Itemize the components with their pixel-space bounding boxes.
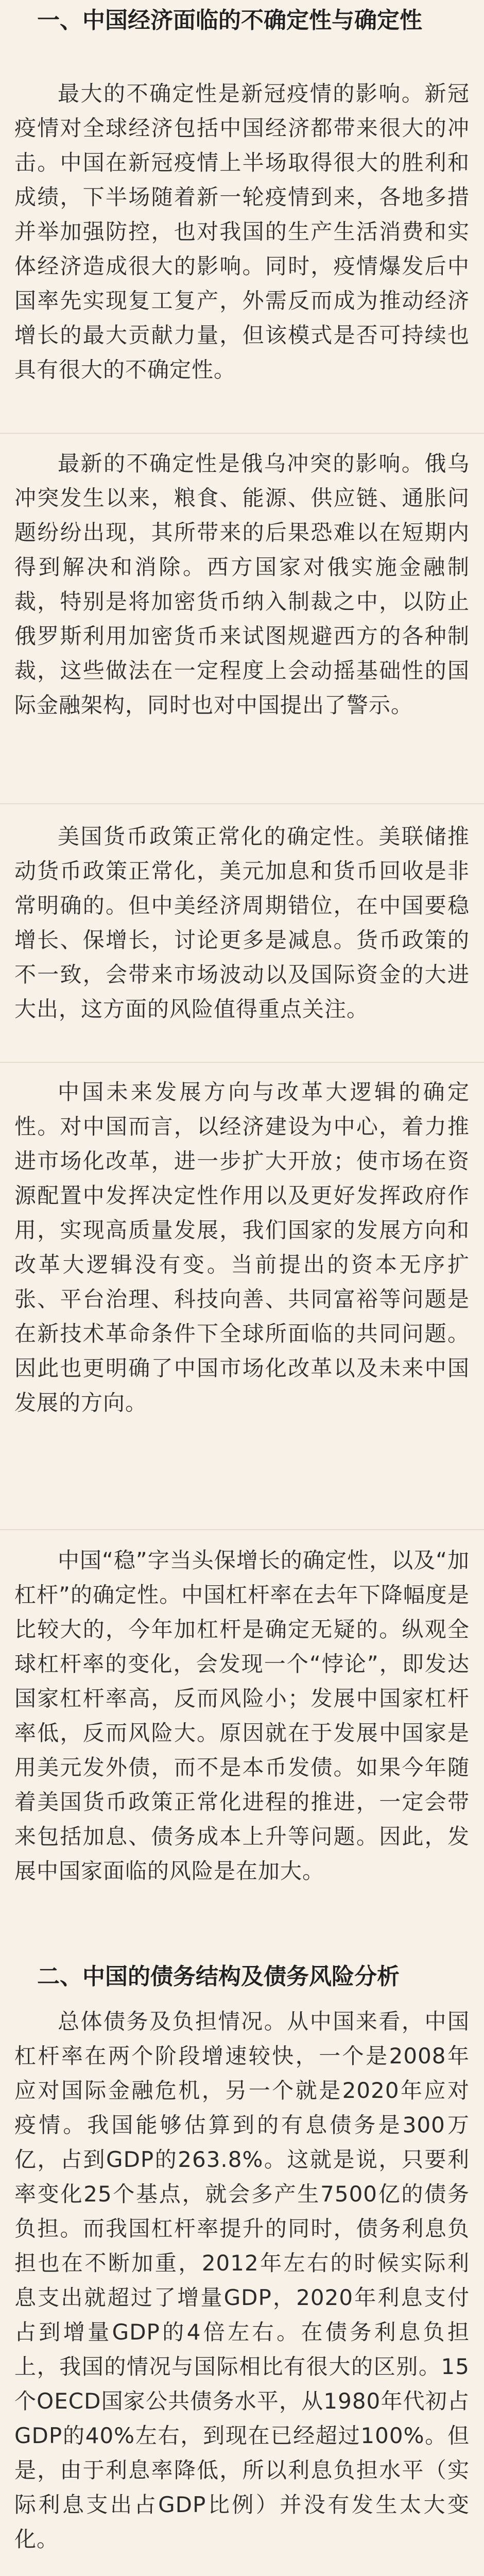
- paragraph-divider: [0, 1529, 484, 1530]
- section2-title: 二、中国的债务结构及债务风险分析: [37, 1963, 400, 1990]
- section1-paragraph-2: 最新的不确定性是俄乌冲突的影响。俄乌冲突发生以来，粮食、能源、供应链、通胀问题纷纷出现，其所带来的后果恐难以在短期内得到解决和消除。西方国家对俄实施金融制裁，特别是将加密货币纳入制裁之中，以防止俄罗斯利用加密货币来试图规避西方的各种制裁，这些做法在一定程度上会动摇基础性的国际金融架构，同时也对中国提出了警示。: [14, 451, 470, 718]
- section2-heading: [14, 1960, 470, 1993]
- section1-paragraph-4: 中国未来发展方向与改革大逻辑的确定性。对中国而言，以经济建设为中心，着力推进市场化改革，进一步扩大开放；使市场在资源配置中发挥决定性作用以及更好发挥政府作用，实现高质量发展，我们国家的发展方向和改革大逻辑没有变。当前提出的资本无序扩张、平台治理、科技向善、共同富裕等问题是在新技术革命条件下全球所面临的共同问题。因此也更明确了中国市场化改革以及未来中国发展的方向。: [14, 1079, 470, 1415]
- section1-paragraph-3: 美国货币政策正常化的确定性。美联储推动货币政策正常化，美元加息和货币回收是非常明确的。但中美经济周期错位，在中国要稳增长、保增长，讨论更多是减息。货币政策的不一致，会带来市场波动以及国际资金的大进大出，这方面的风险值得重点关注。: [14, 824, 470, 1022]
- section2-paragraph-1: 总体债务及负担情况。从中国来看，中国杠杆率在两个阶段增速较快，一个是2008年应对国际金融危机，另一个就是2020年应对疫情。我国能够估算到的有息债务是300万亿，占到GDP的263.8%。这就是说，只要利率变化25个基点，就会多产生7500亿的债务负担。而我国杠杆率提升的同时，债务利息负担也在不断加重，2012年左右的时候实际利息支出就超过了增量GDP，2020年利息支付占到增量GDP的4倍左右。在债务利息负担上，我国的情况与国际相比有很大的区别。15个OECD国家公共债务水平，从1980年代初占GDP的40%左右，到现在已经超过100%。但是，由于利息率降低，所以利息负担水平（实际利息支出占GDP比例）并没有发生太大变化。: [14, 2009, 470, 2552]
- paragraph-divider: [0, 433, 484, 434]
- paragraph-divider: [0, 1062, 484, 1063]
- section1-paragraph-1: 最大的不确定性是新冠疫情的影响。新冠疫情对全球经济包括中国经济都带来很大的冲击。中国在新冠疫情上半场取得很大的胜利和成绩，下半场随着新一轮疫情到来，各地多措并举加强防控，也对我国的生产生活消费和实体经济造成很大的影响。同时，疫情爆发后中国率先实现复工复产，外需反而成为推动经济增长的最大贡献力量，但该模式是否可持续也具有很大的不确定性。: [14, 81, 470, 382]
- section1-paragraph-5: 中国“稳”字当头保增长的确定性，以及“加杠杆”的确定性。中国杠杆率在去年下降幅度是比较大的，今年加杠杆是确定无疑的。纵观全球杠杆率的变化，会发现一个“悖论”，即发达国家杠杆率高，反而风险小；发展中国家杠杆率低，反而风险大。原因就在于发展中国家是用美元发外债，而不是本币发债。如果今年随着美国货币政策正常化进程的推进，一定会带来包括加息、债务成本上升等问题。因此，发展中国家面临的风险是在加大。: [14, 1548, 470, 1884]
- paragraph-divider: [0, 803, 484, 804]
- section1-heading: [14, 4, 470, 37]
- section1-title: 一、中国经济面临的不确定性与确定性: [37, 7, 422, 33]
